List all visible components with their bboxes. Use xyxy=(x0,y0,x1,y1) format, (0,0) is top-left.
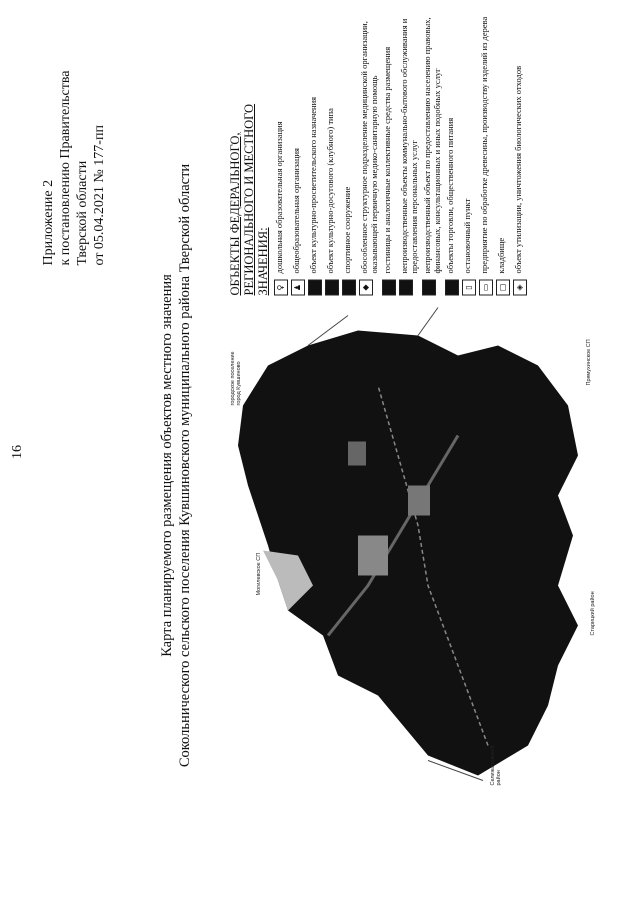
legend-item-label: предприятие по обработке древесины, производству изделий из дерева xyxy=(479,16,489,273)
legend-list xyxy=(274,5,527,295)
approval-line-4: от 05.04.2021 № 177-пп xyxy=(92,124,107,265)
legend-item-label: кладбище xyxy=(496,237,506,273)
legend-item xyxy=(399,5,419,295)
legend-item xyxy=(291,5,305,295)
square-icon xyxy=(325,279,339,295)
hazard-icon: ◈ xyxy=(513,279,527,295)
page-title xyxy=(158,95,194,835)
child-icon: ♀ xyxy=(274,279,288,295)
legend-item-label: объект утилизации, уничтожения биологических отходов xyxy=(513,65,523,273)
approval-line-2: к постановлению Правительства xyxy=(58,69,73,265)
legend-item-label: спортивное сооружение xyxy=(342,186,352,273)
title-line-1: Карта планируемого размещения объектов местного значения xyxy=(159,273,175,657)
legend-item xyxy=(308,5,322,295)
legend-item-label: непроизводственные объекты коммунально-бытового обслуживания и предоставления персональных услуг xyxy=(399,18,419,273)
legend-item xyxy=(422,5,442,295)
page-number: 16 xyxy=(10,445,25,459)
settlement-territory xyxy=(238,330,578,775)
legend-item xyxy=(342,5,356,295)
legend-item xyxy=(513,5,527,295)
map-label-selizharovsky: Селижаровский район xyxy=(490,744,502,785)
map-label-pryamukhinskoe: Прямухинское СП xyxy=(586,338,592,385)
approval-line-3: Тверской области xyxy=(75,160,90,265)
legend xyxy=(228,5,530,295)
legend-item-label: общеобразовательная организация xyxy=(291,147,301,273)
diamond-icon: ◆ xyxy=(359,279,373,295)
legend-item xyxy=(382,5,396,295)
cemetery-icon: ▢ xyxy=(496,279,510,295)
square-icon xyxy=(445,279,459,295)
legend-item-label: остановочный пункт xyxy=(462,198,472,273)
square-icon xyxy=(342,279,356,295)
bus-icon: ▯ xyxy=(462,279,476,295)
map-image xyxy=(228,305,608,785)
settlement-map xyxy=(228,305,608,785)
legend-item-label: обособленное структурное подразделение медицинской организации, оказывающей первичную медико-санитарную помощь xyxy=(359,20,379,273)
legend-item xyxy=(496,5,510,295)
legend-item xyxy=(274,5,288,295)
square-icon xyxy=(308,279,322,295)
village-3 xyxy=(348,441,366,465)
approval-block xyxy=(40,25,108,265)
village-1 xyxy=(358,535,388,575)
factory-icon: ▭ xyxy=(479,279,493,295)
legend-item-label: дошкольная образовательная организация xyxy=(274,121,284,273)
square-icon xyxy=(382,279,396,295)
map-label-staritsky: Старицкий район xyxy=(590,590,596,635)
legend-heading: ОБЪЕКТЫ ФЕДЕРАЛЬНОГО, РЕГИОНАЛЬНОГО И МЕСТНОГО ЗНАЧЕНИЯ: xyxy=(228,103,270,295)
village-2 xyxy=(408,485,430,515)
legend-item xyxy=(445,5,459,295)
legend-item xyxy=(462,5,476,295)
legend-item-label: объекты торговли, общественного питания xyxy=(445,117,455,273)
legend-item xyxy=(325,5,339,295)
legend-item xyxy=(479,5,493,295)
legend-item-label: объект культурно-досугового (клубного) типа xyxy=(325,107,335,273)
square-icon xyxy=(422,279,436,295)
approval-line-1: Приложение 2 xyxy=(41,179,56,265)
square-icon xyxy=(399,279,413,295)
map-label-kuvshinovo: городское поселение город Кувшиново xyxy=(230,350,242,405)
map-label-mogilevskoe: Могилевское СП xyxy=(256,552,262,595)
legend-item-label: гостиницы и аналогичные коллективные средства размещения xyxy=(382,46,392,273)
title-line-2: Сокольнического сельского поселения Кувшиновского муниципального района Тверской области xyxy=(177,163,193,767)
legend-item-label: непроизводственный объект по предоставлению населению правовых, финансовых, консультационных и иных подобных услуг xyxy=(422,16,442,273)
school-icon: ♟ xyxy=(291,279,305,295)
legend-item-label: объект культурно-просветительского назначения xyxy=(308,96,318,273)
legend-item xyxy=(359,5,379,295)
